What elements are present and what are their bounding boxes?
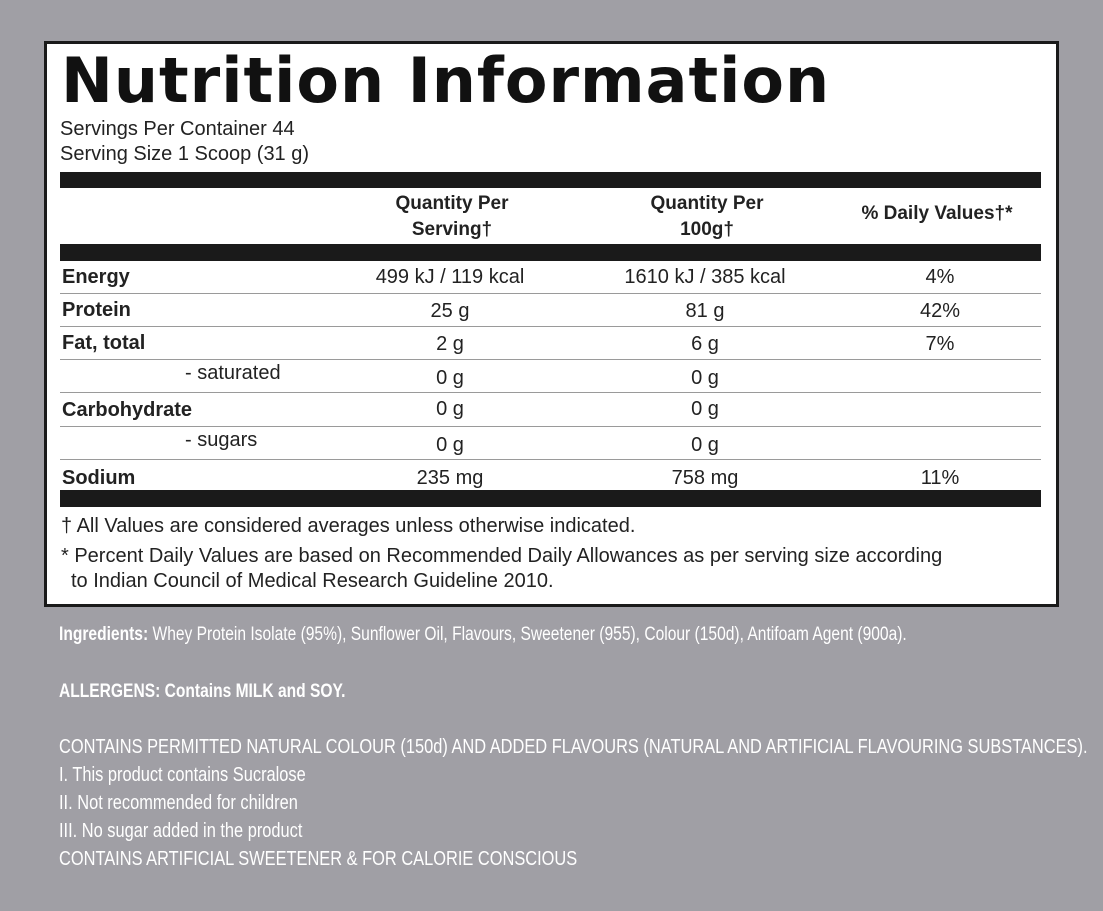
nutrient-table bbox=[60, 261, 1041, 492]
note-line: CONTAINS ARTIFICIAL SWEETENER & FOR CALORIE CONSCIOUS bbox=[59, 848, 578, 870]
nutrient-label: Sodium bbox=[62, 467, 136, 489]
note-line: II. Not recommended for children bbox=[59, 792, 298, 814]
ingredients-label: Ingredients: bbox=[59, 624, 149, 645]
header-per-serving bbox=[367, 191, 537, 243]
per-100g-value: 1610 kJ / 385 kcal bbox=[624, 266, 786, 288]
header-daily-values: % Daily Values†* bbox=[861, 203, 1013, 224]
per-serving-value: 0 g bbox=[436, 398, 464, 420]
footnote-daily-values: * Percent Daily Values are based on Recommended Daily Allowances as per serving size according bbox=[61, 545, 943, 567]
per-serving-value: 25 g bbox=[430, 300, 470, 322]
table-row bbox=[60, 427, 1041, 460]
nutrient-label: - saturated bbox=[185, 362, 281, 384]
panel-title: Nutrition Information bbox=[61, 44, 831, 117]
per-100g-value: 0 g bbox=[691, 367, 719, 389]
note-line: I. This product contains Sucralose bbox=[59, 764, 306, 786]
per-serving-value: 0 g bbox=[436, 367, 464, 389]
divider-middle bbox=[60, 244, 1041, 261]
divider-top bbox=[60, 172, 1041, 188]
nutrient-label: Fat, total bbox=[62, 332, 146, 354]
header-per-serving-line2: Serving† bbox=[411, 219, 493, 240]
header-per-100g-line2: 100g† bbox=[680, 219, 734, 240]
daily-value: 11% bbox=[920, 467, 960, 489]
table-row bbox=[60, 261, 1041, 294]
allergens-line: ALLERGENS: Contains MILK and SOY. bbox=[59, 681, 346, 702]
footnote-daily-values-cont: to Indian Council of Medical Research Guideline 2010. bbox=[71, 570, 554, 592]
table-row bbox=[60, 460, 1041, 492]
note-line: CONTAINS PERMITTED NATURAL COLOUR (150d) AND ADDED FLAVOURS (NATURAL AND ARTIFICIAL FLAVOURING SUBSTANCES). bbox=[59, 736, 1088, 758]
table-row bbox=[60, 294, 1041, 327]
header-per-100g bbox=[622, 191, 792, 243]
nutrient-label: Energy bbox=[62, 266, 130, 288]
footnote-averages: † All Values are considered averages unless otherwise indicated. bbox=[61, 515, 636, 537]
ingredients-line bbox=[59, 624, 907, 646]
divider-bottom bbox=[60, 490, 1041, 507]
nutrient-label: Carbohydrate bbox=[62, 399, 193, 421]
table-row bbox=[60, 360, 1041, 393]
daily-value: 4% bbox=[925, 266, 955, 288]
per-serving-value: 0 g bbox=[436, 434, 464, 456]
per-100g-value: 6 g bbox=[691, 333, 719, 355]
per-serving-value: 499 kJ / 119 kcal bbox=[375, 266, 525, 288]
nutrition-panel bbox=[44, 41, 1059, 607]
nutrient-label: Protein bbox=[62, 299, 131, 321]
serving-size: Serving Size 1 Scoop (31 g) bbox=[60, 143, 310, 165]
table-row bbox=[60, 393, 1041, 427]
per-serving-value: 2 g bbox=[436, 333, 464, 355]
servings-per-container: Servings Per Container 44 bbox=[60, 118, 295, 140]
per-serving-value: 235 mg bbox=[416, 467, 484, 489]
per-100g-value: 0 g bbox=[691, 398, 719, 420]
per-100g-value: 81 g bbox=[685, 300, 725, 322]
table-row bbox=[60, 327, 1041, 360]
daily-value: 42% bbox=[919, 300, 961, 322]
ingredients-text: Whey Protein Isolate (95%), Sunflower Oil, Flavours, Sweetener (955), Colour (150d), Antifoam Agent (900a). bbox=[148, 624, 907, 645]
per-100g-value: 0 g bbox=[691, 434, 719, 456]
note-line: III. No sugar added in the product bbox=[59, 820, 303, 842]
daily-value: 7% bbox=[925, 333, 955, 355]
header-per-serving-line1: Quantity Per bbox=[395, 193, 509, 214]
nutrient-label: - sugars bbox=[185, 429, 258, 451]
header-per-100g-line1: Quantity Per bbox=[650, 193, 764, 214]
per-100g-value: 758 mg bbox=[671, 467, 739, 489]
